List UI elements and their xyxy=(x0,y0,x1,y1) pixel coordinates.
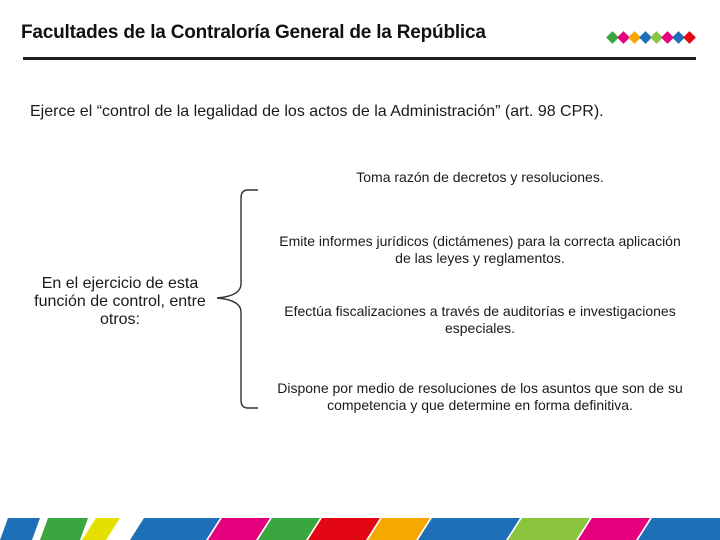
logo-diamond xyxy=(683,31,696,44)
band-stripe xyxy=(0,518,40,540)
item-toma-razon: Toma razón de decretos y resoluciones. xyxy=(356,169,604,185)
footer-color-band xyxy=(0,514,720,540)
band-stripe xyxy=(508,518,590,540)
band-stripe xyxy=(130,518,220,540)
band-stripe xyxy=(638,518,720,540)
item-resoluciones: Dispone por medio de resoluciones de los asuntos que son de su competencia y que determine en forma definitiva. xyxy=(277,380,683,413)
curly-brace xyxy=(214,188,264,412)
band-stripe xyxy=(418,518,520,540)
band-stripe xyxy=(82,518,120,540)
control-function-label: En el ejercicio de esta función de control, entre otros: xyxy=(34,275,206,328)
slide-title: Facultades de la Contraloría General de la República xyxy=(21,22,486,43)
band-stripe xyxy=(40,518,88,540)
title-underline xyxy=(23,57,696,60)
band-stripe xyxy=(308,518,380,540)
band-stripe xyxy=(578,518,650,540)
item-fiscalizaciones: Efectúa fiscalizaciones a través de auditorías e investigaciones especiales. xyxy=(284,303,676,336)
intro-statement: Ejerce el “control de la legalidad de los actos de la Administración” (art. 98 CPR). xyxy=(30,103,604,120)
item-informes-juridicos: Emite informes jurídicos (dictámenes) para la correcta aplicación de las leyes y reglamentos. xyxy=(279,233,681,266)
